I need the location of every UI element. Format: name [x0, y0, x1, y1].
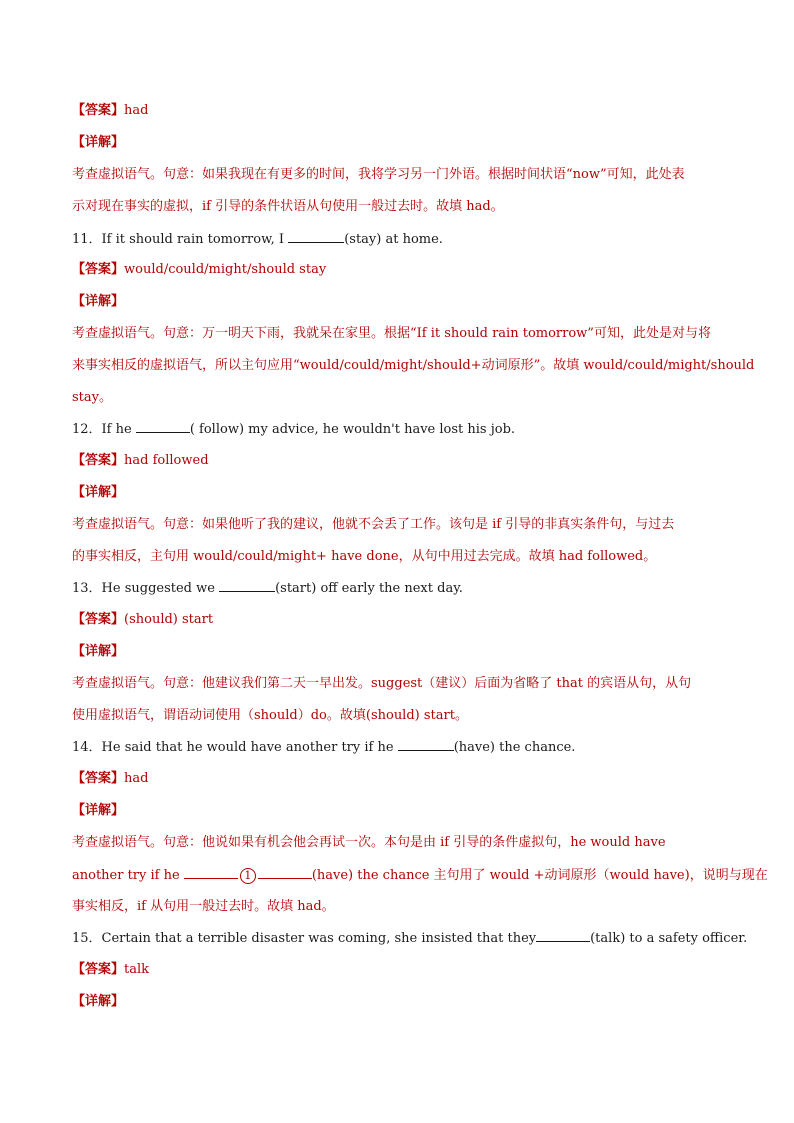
explanation-line: 的事实相反，主句用 would/could/might+ have done，从句中用过去完成。故填 had followed。	[72, 549, 657, 564]
answer-blank	[184, 866, 238, 879]
answer-blank	[536, 929, 590, 942]
question-13	[72, 579, 463, 597]
answer-value: (should) start	[124, 612, 214, 627]
answer-tag: 【答案】	[72, 962, 125, 977]
explanation-line: 使用虚拟语气，谓语动词使用（should）do。故填(should) start。	[72, 708, 468, 723]
question-15	[72, 929, 747, 947]
explanation-line: 来事实相反的虚拟语气，所以主句应用“would/could/might/should+动词原形”。故填 would/could/might/should	[72, 358, 755, 373]
detail-line	[72, 802, 124, 820]
answer-value: had	[124, 103, 149, 118]
answer-tag: 【答案】	[72, 771, 125, 786]
answer-blank	[219, 579, 275, 592]
answer-tag: 【答案】	[72, 612, 125, 627]
explanation-line: 考查虚拟语气。句意：如果他听了我的建议，他就不会丢了工作。该句是 if 引导的非真实条件句，与过去	[72, 517, 675, 532]
detail-line	[72, 993, 124, 1011]
question-suffix: (have) the chance.	[453, 740, 576, 755]
question-suffix: (start) off early the next day.	[275, 581, 463, 596]
answer-tag: 【答案】	[72, 103, 125, 118]
explanation-line: 考查虚拟语气。句意：他建议我们第二天一早出发。suggest（建议）后面为省略了 that 的宾语从句，从句	[72, 676, 692, 691]
detail-tag: 【详解】	[72, 803, 125, 818]
detail-tag: 【详解】	[72, 644, 125, 659]
detail-line	[72, 134, 124, 152]
question-suffix: (stay) at home.	[344, 232, 443, 247]
answer-line	[72, 102, 148, 120]
question-prefix: 11．If it should rain tomorrow, I	[72, 232, 289, 247]
question-prefix: 15．Certain that a terrible disaster was coming, she insisted that they	[72, 931, 537, 946]
question-11	[72, 230, 443, 248]
detail-tag: 【详解】	[72, 135, 125, 150]
detail-line	[72, 484, 124, 502]
answer-value: had followed	[124, 453, 209, 468]
answer-blank	[288, 230, 344, 243]
answer-line	[72, 961, 149, 979]
answer-value: would/could/might/should stay	[124, 262, 327, 277]
explanation-line: 考查虚拟语气。句意：如果我现在有更多的时间，我将学习另一门外语。根据时间状语“now”可知，此处表	[72, 167, 685, 182]
answer-line	[72, 611, 213, 629]
question-prefix: 12．If he	[72, 422, 136, 437]
answer-line	[72, 452, 209, 470]
explanation-line: 示对现在事实的虚拟，if 引导的条件状语从句使用一般过去时。故填 had。	[72, 199, 504, 214]
explanation-prefix: another try if he	[72, 868, 184, 883]
question-prefix: 14．He said that he would have another try if he	[72, 740, 398, 755]
detail-tag: 【详解】	[72, 994, 125, 1009]
detail-line	[72, 643, 124, 661]
explanation-line: 事实相反，if 从句用一般过去时。故填 had。	[72, 899, 335, 914]
answer-line	[72, 261, 326, 279]
answer-tag: 【答案】	[72, 453, 125, 468]
answer-blank	[136, 420, 190, 433]
explanation-line: stay。	[72, 390, 112, 405]
answer-value: had	[124, 771, 149, 786]
question-suffix: ( follow) my advice, he wouldn't have lost his job.	[189, 422, 516, 437]
question-14	[72, 738, 575, 756]
question-suffix: (talk) to a safety officer.	[590, 931, 748, 946]
explanation-suffix: (have) the chance 主句用了 would +动词原形（would have)，说明与现在	[311, 868, 768, 883]
circled-number: 1	[240, 868, 256, 884]
answer-blank	[258, 866, 312, 879]
explanation-line-special	[72, 866, 768, 884]
answer-blank	[398, 738, 454, 751]
detail-tag: 【详解】	[72, 294, 125, 309]
question-12	[72, 420, 515, 438]
detail-tag: 【详解】	[72, 485, 125, 500]
answer-tag: 【答案】	[72, 262, 125, 277]
explanation-line: 考查虚拟语气。句意：他说如果有机会他会再试一次。本句是由 if 引导的条件虚拟句，he would have	[72, 835, 666, 850]
answer-line	[72, 770, 148, 788]
question-prefix: 13．He suggested we	[72, 581, 220, 596]
detail-line	[72, 293, 124, 311]
answer-value: talk	[124, 962, 150, 977]
explanation-line: 考查虚拟语气。句意：万一明天下雨，我就呆在家里。根据“If it should rain tomorrow”可知，此处是对与将	[72, 326, 711, 341]
